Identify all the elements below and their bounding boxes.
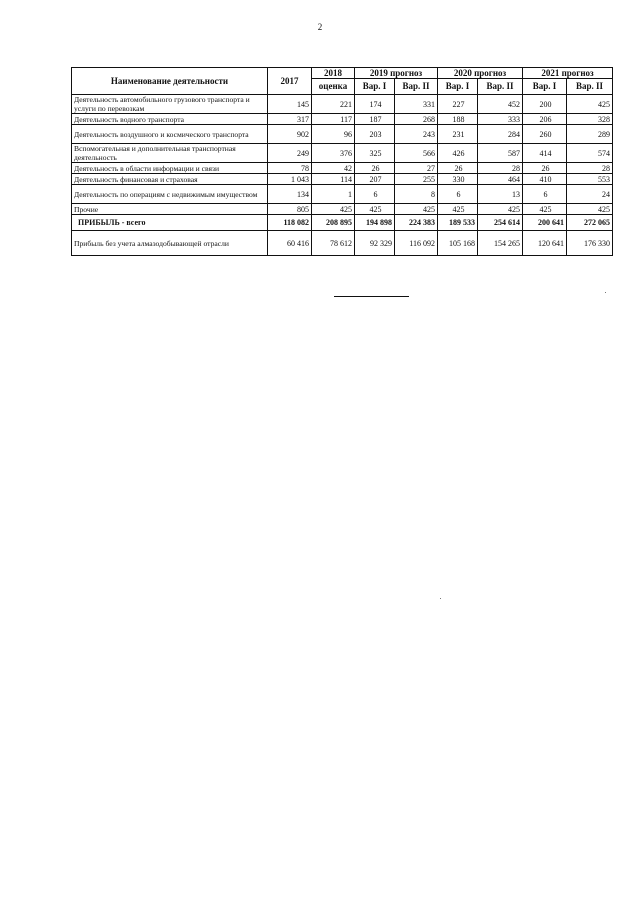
cell-2021-var1: 414 [523, 144, 567, 163]
cell-2017: 1 043 [268, 174, 312, 185]
header-2019-var1: Вар. I [355, 79, 395, 95]
header-2020: 2020 прогноз [438, 68, 523, 79]
cell-2018: 376 [312, 144, 355, 163]
total-2019-var2: 224 383 [395, 215, 438, 231]
table-row [72, 185, 613, 204]
total-2018: 208 895 [312, 215, 355, 231]
page-number: 2 [317, 22, 323, 32]
row-name: Деятельность водного транспорта [72, 114, 268, 125]
excl-name: Прибыль без учета алмазодобывающей отрасли [72, 231, 268, 256]
header-row-top [72, 68, 613, 79]
header-2021-var2: Вар. II [567, 79, 613, 95]
cell-2018: 221 [312, 95, 355, 114]
table-row [72, 125, 613, 144]
cell-2020-var1: 188 [438, 114, 478, 125]
total-2019-var1: 194 898 [355, 215, 395, 231]
header-2021-var1: Вар. I [523, 79, 567, 95]
cell-2020-var1: 227 [438, 95, 478, 114]
cell-2017: 902 [268, 125, 312, 144]
cell-2019-var2: 27 [395, 163, 438, 174]
total-2020-var1: 189 533 [438, 215, 478, 231]
total-2017: 118 082 [268, 215, 312, 231]
profit-forecast-table [71, 67, 613, 256]
excl-2021-var2: 176 330 [567, 231, 613, 256]
excl-2020-var1: 105 168 [438, 231, 478, 256]
cell-2020-var1: 426 [438, 144, 478, 163]
cell-2019-var2: 8 [395, 185, 438, 204]
cell-2019-var1: 207 [355, 174, 395, 185]
cell-2020-var2: 464 [478, 174, 523, 185]
total-row [72, 215, 613, 231]
header-2021: 2021 прогноз [523, 68, 613, 79]
cell-2019-var1: 325 [355, 144, 395, 163]
header-2019: 2019 прогноз [355, 68, 438, 79]
cell-2021-var2: 425 [567, 95, 613, 114]
header-name: Наименование деятельности [72, 68, 268, 95]
row-name: Деятельность по операциям с недвижимым имуществом [72, 185, 268, 204]
cell-2020-var2: 28 [478, 163, 523, 174]
row-name: Прочие [72, 204, 268, 215]
cell-2019-var1: 26 [355, 163, 395, 174]
cell-2021-var1: 260 [523, 125, 567, 144]
cell-2019-var1: 425 [355, 204, 395, 215]
header-2018-estimate: оценка [312, 79, 355, 95]
cell-2020-var2: 333 [478, 114, 523, 125]
excl-2019-var2: 116 092 [395, 231, 438, 256]
total-name: ПРИБЫЛЬ - всего [72, 215, 268, 231]
cell-2018: 96 [312, 125, 355, 144]
cell-2021-var2: 574 [567, 144, 613, 163]
cell-2021-var2: 553 [567, 174, 613, 185]
table-row [72, 114, 613, 125]
excl-2020-var2: 154 265 [478, 231, 523, 256]
header-2020-var2: Вар. II [478, 79, 523, 95]
cell-2019-var1: 203 [355, 125, 395, 144]
cell-2018: 42 [312, 163, 355, 174]
cell-2019-var2: 255 [395, 174, 438, 185]
cell-2019-var2: 243 [395, 125, 438, 144]
cell-2017: 134 [268, 185, 312, 204]
cell-2017: 805 [268, 204, 312, 215]
total-2021-var2: 272 065 [567, 215, 613, 231]
cell-2020-var1: 330 [438, 174, 478, 185]
excl-diamond-row [72, 231, 613, 256]
cell-2021-var1: 200 [523, 95, 567, 114]
cell-2019-var2: 268 [395, 114, 438, 125]
total-2021-var1: 200 641 [523, 215, 567, 231]
row-name: Деятельность воздушного и космического транспорта [72, 125, 268, 144]
cell-2021-var1: 410 [523, 174, 567, 185]
cell-2021-var2: 328 [567, 114, 613, 125]
cell-2021-var1: 26 [523, 163, 567, 174]
row-name: Деятельность автомобильного грузового транспорта и услуги по перевозкам [72, 95, 268, 114]
excl-2019-var1: 92 329 [355, 231, 395, 256]
cell-2021-var2: 425 [567, 204, 613, 215]
cell-2019-var2: 566 [395, 144, 438, 163]
row-name: Деятельность в области информации и связи [72, 163, 268, 174]
cell-2021-var2: 28 [567, 163, 613, 174]
cell-2020-var2: 425 [478, 204, 523, 215]
cell-2020-var1: 425 [438, 204, 478, 215]
cell-2019-var2: 425 [395, 204, 438, 215]
header-2017: 2017 [268, 68, 312, 95]
cell-2017: 145 [268, 95, 312, 114]
cell-2020-var1: 231 [438, 125, 478, 144]
header-2018: 2018 [312, 68, 355, 79]
excl-2018: 78 612 [312, 231, 355, 256]
row-name: Вспомогательная и дополнительная транспортная деятельность [72, 144, 268, 163]
excl-2021-var1: 120 641 [523, 231, 567, 256]
cell-2021-var1: 206 [523, 114, 567, 125]
cell-2019-var1: 187 [355, 114, 395, 125]
cell-2020-var1: 6 [438, 185, 478, 204]
cell-2020-var2: 13 [478, 185, 523, 204]
table-row [72, 95, 613, 114]
total-2020-var2: 254 614 [478, 215, 523, 231]
excl-2017: 60 416 [268, 231, 312, 256]
header-2019-var2: Вар. II [395, 79, 438, 95]
cell-2020-var2: 452 [478, 95, 523, 114]
cell-2020-var2: 284 [478, 125, 523, 144]
cell-2018: 425 [312, 204, 355, 215]
row-name: Деятельность финансовая и страховая [72, 174, 268, 185]
cell-2018: 114 [312, 174, 355, 185]
table-row [72, 144, 613, 163]
table-row [72, 163, 613, 174]
cell-2021-var2: 24 [567, 185, 613, 204]
cell-2019-var2: 331 [395, 95, 438, 114]
table-row [72, 174, 613, 185]
cell-2017: 249 [268, 144, 312, 163]
cell-2017: 78 [268, 163, 312, 174]
scan-speck [440, 598, 441, 599]
cell-2017: 317 [268, 114, 312, 125]
cell-2020-var1: 26 [438, 163, 478, 174]
scan-speck [605, 292, 606, 293]
cell-2018: 117 [312, 114, 355, 125]
cell-2018: 1 [312, 185, 355, 204]
cell-2019-var1: 6 [355, 185, 395, 204]
cell-2021-var1: 6 [523, 185, 567, 204]
cell-2021-var2: 289 [567, 125, 613, 144]
cell-2019-var1: 174 [355, 95, 395, 114]
header-2020-var1: Вар. I [438, 79, 478, 95]
footer-rule [334, 296, 409, 297]
table-row [72, 204, 613, 215]
cell-2020-var2: 587 [478, 144, 523, 163]
cell-2021-var1: 425 [523, 204, 567, 215]
